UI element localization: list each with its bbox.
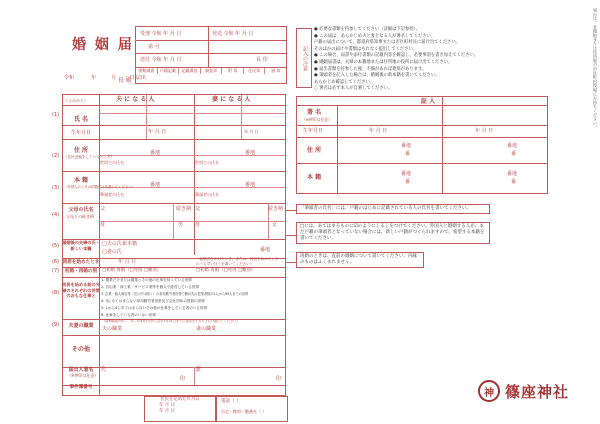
- husband-birthdate-field[interactable]: 年 月 日: [148, 129, 167, 135]
- cohabit-row-label: 同居を始めたとき: [62, 260, 100, 265]
- wife-surname-checkbox[interactable]: □妻の氏: [102, 249, 122, 255]
- witness2-address-ban: 番: [511, 151, 517, 157]
- occupation-census-note: （国勢調査の年… 年…の4月1日から翌年3月31日までに届出をするときだけ書いてください）: [102, 319, 240, 323]
- husband-surname-checkbox[interactable]: □夫の氏: [102, 241, 122, 247]
- row-number: (3): [52, 185, 60, 191]
- husband-occupation-label: 夫の職業: [102, 326, 123, 332]
- note-line: そのほかの届けや書類はもれなく提出してください。: [314, 46, 418, 52]
- occupation-choice-list: [101, 277, 283, 319]
- marriage-history-row-label: 初婚・再婚の別: [64, 269, 98, 274]
- witness-birth-label: 生年月日: [303, 128, 324, 134]
- witness2-domicile-banchi: 番地: [507, 171, 518, 177]
- wife-relation-label: 続き柄: [268, 206, 284, 212]
- note-line: 戸籍の届出について、都道府県知事または市区町村長に届け出てください。: [314, 40, 460, 46]
- husband-head-label: 筆頭者の氏名: [100, 192, 124, 197]
- occupation-choice[interactable]: 4. 3にあてはまらない常用勤労者世帯及び会社団体の役員の世帯: [101, 299, 205, 303]
- footer-date-box: [144, 396, 216, 422]
- name-row-label: 氏 名: [73, 116, 89, 123]
- husband-son-label: 男: [178, 222, 184, 228]
- filing-date-row: [64, 64, 146, 83]
- occupation-choice[interactable]: 2. 自由業・商工業・サービス業等を個人で経営している世帯: [101, 285, 200, 289]
- callout-text: 「筆頭者の氏名」には、戸籍のはじめに記載されている人の氏名を書いてください。: [300, 206, 471, 211]
- wife-address-banchi: 番地: [245, 150, 256, 156]
- note-line: ● この届は、あらかじめ夫と妻となる人が署名してください。: [314, 33, 436, 39]
- husband-mother-label: 母: [100, 222, 106, 228]
- side-instruction: 届出は、本籍地または住所地の市区町村役場にお持ちください。: [593, 8, 598, 130]
- sent-label: 送付 令和 年 月 日: [140, 57, 182, 63]
- footer-date-label: 住民を定めた年月日: [160, 397, 200, 402]
- husband-marriage-history[interactable]: □初婚 再婚（□死別 □離別）: [102, 268, 162, 273]
- notes-side-label: 記入の注意: [296, 28, 312, 88]
- callout-remarriage-note: [296, 252, 424, 268]
- chief-seal-label: 長 印: [256, 57, 268, 63]
- household-occupation-row-label: 同居を始める前の夫婦のそれぞれの世帯のおもな仕事と: [62, 282, 100, 298]
- notes-list: [314, 27, 519, 93]
- row-number: (4): [52, 212, 60, 218]
- phone-label: 電話（ ）: [221, 399, 241, 404]
- clerk-cell: 記載調査: [179, 68, 201, 74]
- husband-column-header: 夫 に な る 人: [116, 96, 155, 103]
- witness2-address-banchi: 番地: [507, 143, 518, 149]
- row-number: (1): [52, 112, 60, 118]
- wife-column-header: 妻 に な る 人: [212, 96, 251, 103]
- wife-mother-label: 母: [195, 222, 201, 228]
- occupation-choice[interactable]: 5. 1から4にあてはまらないその他の仕事をしている者のいる世帯: [101, 306, 208, 310]
- note-line: ○ 署名は必ず本人が自署してください。: [314, 86, 393, 92]
- shrine-name: 篠座神社: [505, 382, 570, 401]
- signature-row-sub: （※押印は任意）: [67, 373, 99, 378]
- occupation-choice[interactable]: 3. 企業・個人商店等（官公庁は除く）の常用勤労者世帯で勤め先の従業者数が1人から99人までの世帯: [101, 292, 249, 296]
- wife-birthdate-field[interactable]: 年 月 日: [244, 129, 259, 134]
- occupation-row-label: 夫妻の職業: [68, 323, 94, 329]
- shrine-logo: [478, 380, 569, 402]
- witness2-birth-field[interactable]: 年 月 日: [475, 128, 494, 134]
- witness1-birth-field[interactable]: 年 月 日: [369, 128, 388, 134]
- callout-connector: [286, 262, 296, 263]
- page-title: 婚 姻 届: [72, 37, 134, 53]
- witness-table: [296, 96, 548, 194]
- clerk-cell: 戸籍記載: [158, 68, 180, 74]
- parents-row-sub: 父母との続き柄: [66, 214, 94, 219]
- witness1-domicile-ban: 番: [405, 179, 411, 185]
- new-surname-row-label: 婚姻後の夫婦の氏・新しい本籍: [62, 240, 100, 251]
- note-line: ● 届出書類を持参した後、不備があれば連絡があります。: [314, 66, 427, 72]
- parents-row-label: 父母の氏名: [68, 207, 94, 213]
- wife-daughter-label: 女: [272, 222, 278, 228]
- witness1-address-banchi: 番地: [401, 143, 412, 149]
- clerk-cell: 附 票: [222, 68, 244, 74]
- chief-label: 長 殿: [118, 77, 132, 84]
- witness-sign-sub: （※押印は任意）: [302, 117, 332, 122]
- domicile-row-label: 本 籍: [73, 177, 89, 184]
- new-domicile-banchi: 番地: [260, 247, 271, 253]
- occupation-choice[interactable]: 1. 農業だけまたは農業とその他の仕事を持っている世帯: [101, 278, 192, 282]
- contact-box: [216, 396, 288, 422]
- domicile-row-sub: （外国人のときは国籍だけを書いてください）: [64, 185, 136, 189]
- witness1-address-ban: 番: [405, 151, 411, 157]
- accepted-number: 第 号: [148, 44, 160, 50]
- callout-text: 再婚のときは、直前の婚姻について書いてください。内縁のものはふくまれません。: [300, 254, 417, 265]
- accepted-label: 受理 令和 年 月 日: [140, 31, 182, 37]
- witness-address-label: 住 所: [307, 147, 322, 154]
- phone-type-label: 自宅・携帯・勤務先（ ）: [221, 409, 267, 414]
- callout-head-of-family: [296, 204, 490, 214]
- callout-checkbox-note: [296, 222, 490, 244]
- note-line: あらかじめ確認してください。: [314, 79, 375, 85]
- cohabit-note: （結婚式をあげたとき、または、同居を始めたときのうち早いほうを書いてください）: [196, 257, 279, 266]
- husband-seal-label: 印: [180, 376, 186, 382]
- wife-occupation-label: 妻の職業: [196, 326, 217, 332]
- husband-signature-label: 夫: [100, 366, 107, 373]
- row-number: (7): [52, 268, 60, 274]
- note-line: ● 必要な書類を持参してください（詳細は下記参照）。: [314, 27, 421, 32]
- other-row-label: その他: [71, 346, 90, 353]
- row-number: (2): [52, 153, 60, 159]
- address-row-sub: （住民登録をしているところ）: [64, 155, 115, 159]
- wife-head-label: 筆頭者の氏名: [195, 192, 219, 197]
- clerk-cell: 通 知: [271, 68, 281, 73]
- witness-domicile-label: 本 籍: [307, 174, 322, 181]
- wife-householder-label: 世帯主の氏名: [195, 160, 219, 165]
- row-number: (9): [52, 322, 60, 328]
- dispatch-label: 発送 令和 年 月 日: [212, 31, 254, 37]
- address-row-label: 住 所: [73, 147, 89, 154]
- clerk-cell: 書類調査: [136, 68, 158, 74]
- signature-row-label: 届出人署名: [68, 367, 94, 373]
- witness1-domicile-banchi: 番地: [401, 171, 412, 177]
- husband-domicile-banchi: 番地: [150, 182, 161, 188]
- birthdate-row-label: 生年月日: [70, 130, 91, 136]
- wife-signature-label: 妻: [195, 366, 202, 373]
- callout-text: □には、あてはまるものに☑のようにしるしをつけてください。外国人と婚姻する人が、まだ戸籍の筆頭者となっていない場合には、新しい戸籍がつくられますので、希望する本籍を書いてください。: [300, 224, 485, 241]
- case-number-row-label: 事件簿番号: [69, 385, 93, 390]
- occupation-choice[interactable]: 6. 仕事をしている者のいない世帯: [101, 313, 156, 317]
- callout-connector: [286, 235, 296, 236]
- note-line: ● この場合、届書や添付書類の記載内容を確認し、必要事項を書き加えてください。: [314, 53, 479, 59]
- cohabit-date-field[interactable]: 年 月 日: [118, 259, 137, 265]
- clerk-cell: 住民票: [244, 68, 266, 74]
- witness2-domicile-ban: 番: [511, 179, 517, 185]
- year-label: 年: [91, 75, 97, 81]
- shrine-crest-icon: 神: [478, 380, 500, 402]
- row-number: (5): [52, 243, 60, 249]
- callout-connector: [286, 210, 296, 211]
- wife-marriage-history[interactable]: □初婚 再婚（□死別 □離別）: [196, 268, 256, 273]
- footer-date-field-2[interactable]: 年 月 日: [159, 409, 175, 414]
- note-line: ● 筆頭者を記入した場合は、婚姻後の新本籍を書いてください。: [314, 73, 440, 79]
- month-label: 月: [111, 75, 117, 81]
- wife-domicile-banchi: 番地: [245, 182, 256, 188]
- row-number: (6): [52, 259, 60, 265]
- footer-date-field[interactable]: 年 月 日: [159, 403, 175, 408]
- wife-seal-label: 印: [276, 376, 282, 382]
- husband-relation-label: 続き柄: [176, 206, 192, 212]
- witness-title: 証 人: [421, 97, 436, 105]
- wife-father-label: 父: [195, 206, 201, 212]
- husband-address-banchi: 番地: [150, 150, 161, 156]
- day-filed-label: 日 届出: [129, 75, 146, 81]
- receipt-box: [135, 26, 287, 84]
- row-number: (8): [52, 290, 60, 296]
- note-line: ● 婚姻届書は、夫婦の本籍地または住所地の役所に届け出てください。: [314, 59, 453, 65]
- husband-father-label: 父: [100, 206, 106, 212]
- husband-householder-label: 世帯主の氏名: [100, 160, 124, 165]
- era-label: 令和: [64, 75, 75, 81]
- witness-sign-label: 署 名: [307, 109, 322, 116]
- clerk-cell: 調査票: [201, 68, 223, 74]
- furigana-label: （よみかた）: [64, 98, 88, 103]
- new-domicile-label: 新本籍: [122, 241, 138, 247]
